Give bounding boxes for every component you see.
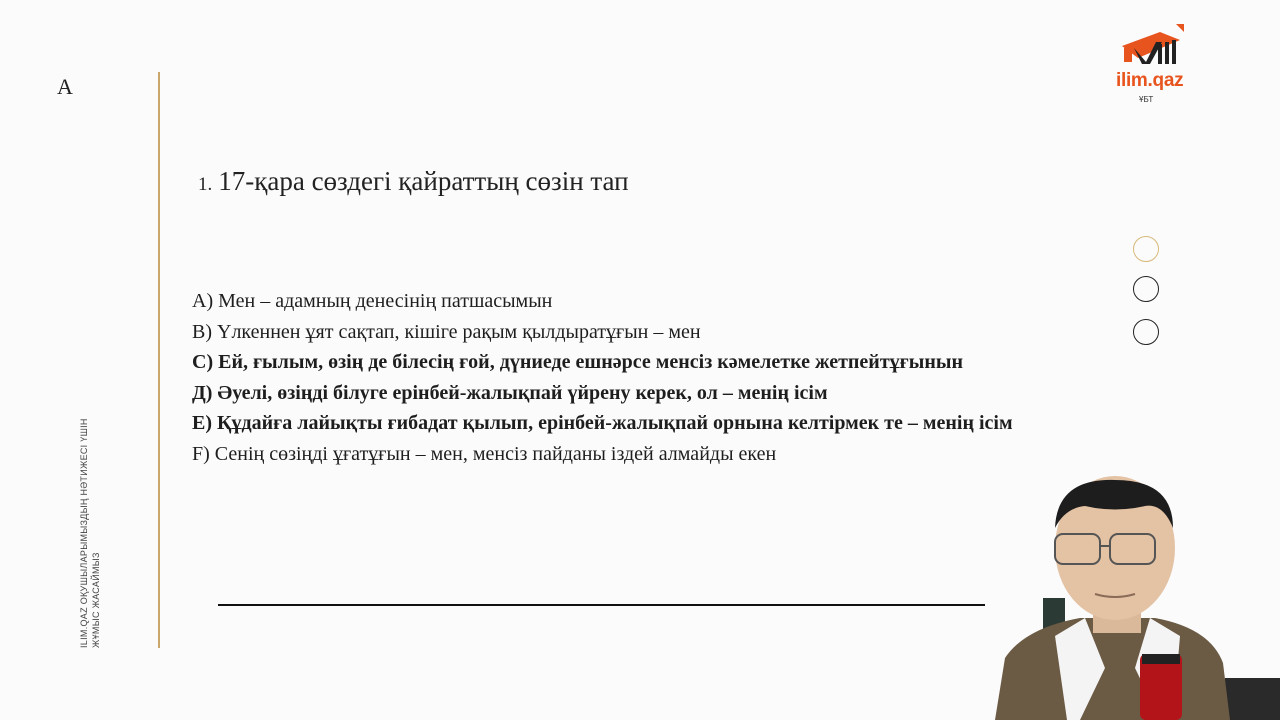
answer-list [192, 286, 1013, 470]
logo-icon [1110, 18, 1200, 108]
answer-e: Е) Құдайға лайықты ғибадат қылып, ерінбей-жалықпай орнына келтірмек те – менің ісім [192, 412, 1013, 435]
vertical-slogan-line-2: ЖҰМЫС ЖАСАЙМЫЗ [91, 552, 101, 648]
vertical-slogan-line-1: ILIM.QAZ ОҚУШЫЛАРЫМЫЗДЫҢ НӘТИЖЕСІ ҮШІН [79, 418, 89, 648]
question-text: 17-қара сөздегі қайраттың сөзін тап [218, 166, 629, 196]
vertical-slogan [78, 378, 102, 648]
logo-subtitle: ҰБТ [1139, 95, 1154, 104]
question-title [198, 166, 629, 197]
answer-c: С) Ей, ғылым, өзің де білесің ғой, дүниеде ешнәрсе менсіз кәмелетке жетпейтұғынын [192, 351, 964, 374]
presenter-webcam [985, 468, 1280, 720]
circle-icon [1133, 276, 1159, 302]
gold-divider-line [158, 72, 160, 648]
decorative-circles [1133, 236, 1163, 348]
answer-f: F) Сенің сөзіңді ұғатұғын – мен, менсіз пайданы іздей алмайды екен [192, 442, 777, 465]
circle-icon [1133, 236, 1159, 262]
corner-letter: A [57, 74, 73, 99]
answer-b: В) Үлкеннен ұят сақтап, кішіге рақым қылдыратұғын – мен [192, 320, 701, 343]
answer-d: Д) Әуелі, өзіңді білуге ерінбей-жалықпай үйрену керек, ол – менің ісім [192, 381, 828, 404]
answer-a: А) Мен – адамның денесінің патшасымын [192, 290, 553, 312]
question-number: 1. [198, 174, 213, 195]
circle-icon [1133, 319, 1159, 345]
logo-wordmark: ilim.qaz [1116, 70, 1184, 91]
